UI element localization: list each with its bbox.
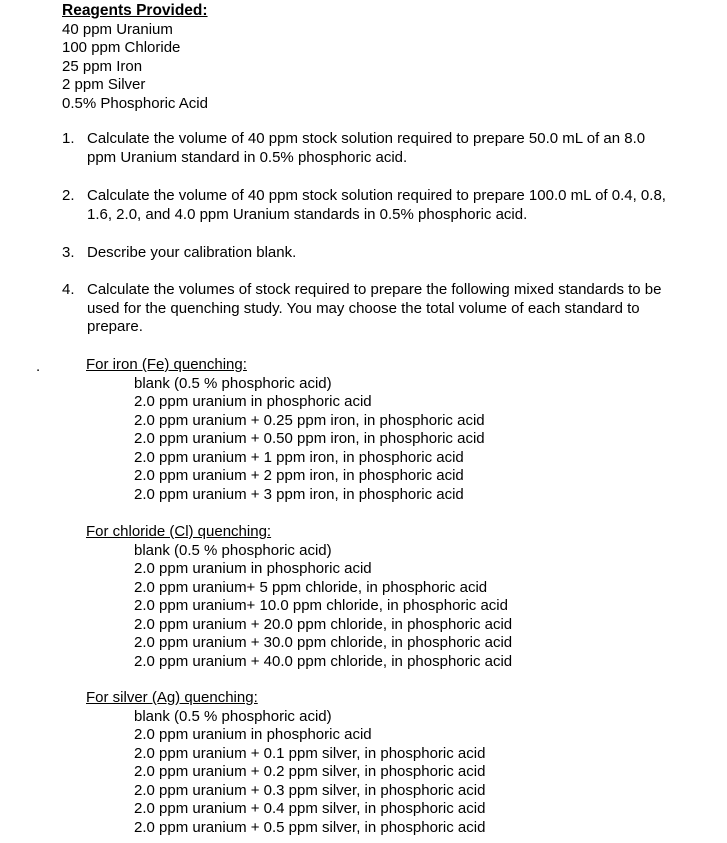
iron-quenching-heading: For iron (Fe) quenching:	[86, 356, 247, 373]
list-item: blank (0.5 % phosphoric acid)	[134, 374, 332, 392]
list-item: 2.0 ppm uranium + 3 ppm iron, in phosphoric acid	[134, 485, 464, 503]
reagent-item: 25 ppm Iron	[62, 57, 143, 75]
list-item: 2.0 ppm uranium + 20.0 ppm chloride, in phosphoric acid	[134, 615, 513, 633]
list-item: 2.0 ppm uranium + 0.50 ppm iron, in phosphoric acid	[134, 430, 485, 447]
list-item: 2.0 ppm uranium+ 5 ppm chloride, in phosphoric acid	[134, 578, 488, 596]
iron-quenching-section	[86, 356, 485, 504]
question-2	[62, 187, 682, 224]
question-number: 3.	[62, 244, 75, 261]
list-item: 2.0 ppm uranium + 0.4 ppm silver, in phosphoric acid	[134, 800, 486, 817]
reagents-heading: Reagents Provided:	[62, 2, 208, 19]
list-item: 2.0 ppm uranium + 40.0 ppm chloride, in phosphoric acid	[134, 652, 513, 670]
list-item: 2.0 ppm uranium + 0.2 ppm silver, in phosphoric acid	[134, 763, 486, 780]
reagent-item: 0.5% Phosphoric Acid	[62, 94, 208, 112]
question-4	[62, 281, 682, 337]
list-item: 2.0 ppm uranium + 0.3 ppm silver, in phosphoric acid	[134, 781, 486, 799]
stray-mark: .	[36, 358, 41, 375]
question-number: 2.	[62, 187, 75, 204]
list-item: 2.0 ppm uranium + 1 ppm iron, in phosphoric acid	[134, 448, 464, 466]
list-item: 2.0 ppm uranium + 2 ppm iron, in phosphoric acid	[134, 467, 464, 484]
silver-quenching-section	[86, 689, 485, 837]
reagent-item: 2 ppm Silver	[62, 76, 146, 93]
question-1	[62, 130, 682, 167]
question-number: 1.	[62, 130, 75, 147]
question-text: Calculate the volume of 40 ppm stock solution required to prepare 100.0 mL of 0.4, 0.8, 1.6, 2.0, and 4.0 ppm Uranium standards in 0.5% phosphoric acid.	[87, 187, 666, 223]
reagent-item: 100 ppm Chloride	[62, 39, 181, 56]
list-item: 2.0 ppm uranium + 0.25 ppm iron, in phosphoric acid	[134, 411, 485, 429]
list-item: 2.0 ppm uranium+ 10.0 ppm chloride, in phosphoric acid	[134, 597, 508, 614]
chloride-quenching-section	[86, 523, 512, 671]
chloride-quenching-heading: For chloride (Cl) quenching:	[86, 523, 272, 540]
list-item: 2.0 ppm uranium in phosphoric acid	[134, 560, 372, 577]
question-number: 4.	[62, 281, 75, 298]
silver-quenching-heading: For silver (Ag) quenching:	[86, 689, 258, 706]
question-3	[62, 244, 682, 263]
reagents-block	[62, 2, 208, 113]
list-item: blank (0.5 % phosphoric acid)	[134, 707, 332, 725]
question-text: Calculate the volumes of stock required to prepare the following mixed standards to be used for the quenching study. You may choose the total volume of each standard to prepare.	[87, 281, 662, 335]
question-text: Calculate the volume of 40 ppm stock solution required to prepare 50.0 mL of an 8.0 ppm Uranium standard in 0.5% phosphoric acid.	[87, 130, 646, 166]
reagent-item: 40 ppm Uranium	[62, 20, 173, 38]
list-item: 2.0 ppm uranium + 30.0 ppm chloride, in phosphoric acid	[134, 634, 513, 651]
question-text: Describe your calibration blank.	[87, 244, 297, 261]
list-item: 2.0 ppm uranium in phosphoric acid	[134, 393, 372, 410]
list-item: 2.0 ppm uranium + 0.1 ppm silver, in phosphoric acid	[134, 744, 486, 762]
list-item: 2.0 ppm uranium + 0.5 ppm silver, in phosphoric acid	[134, 818, 486, 836]
list-item: 2.0 ppm uranium in phosphoric acid	[134, 726, 372, 743]
list-item: blank (0.5 % phosphoric acid)	[134, 541, 332, 559]
